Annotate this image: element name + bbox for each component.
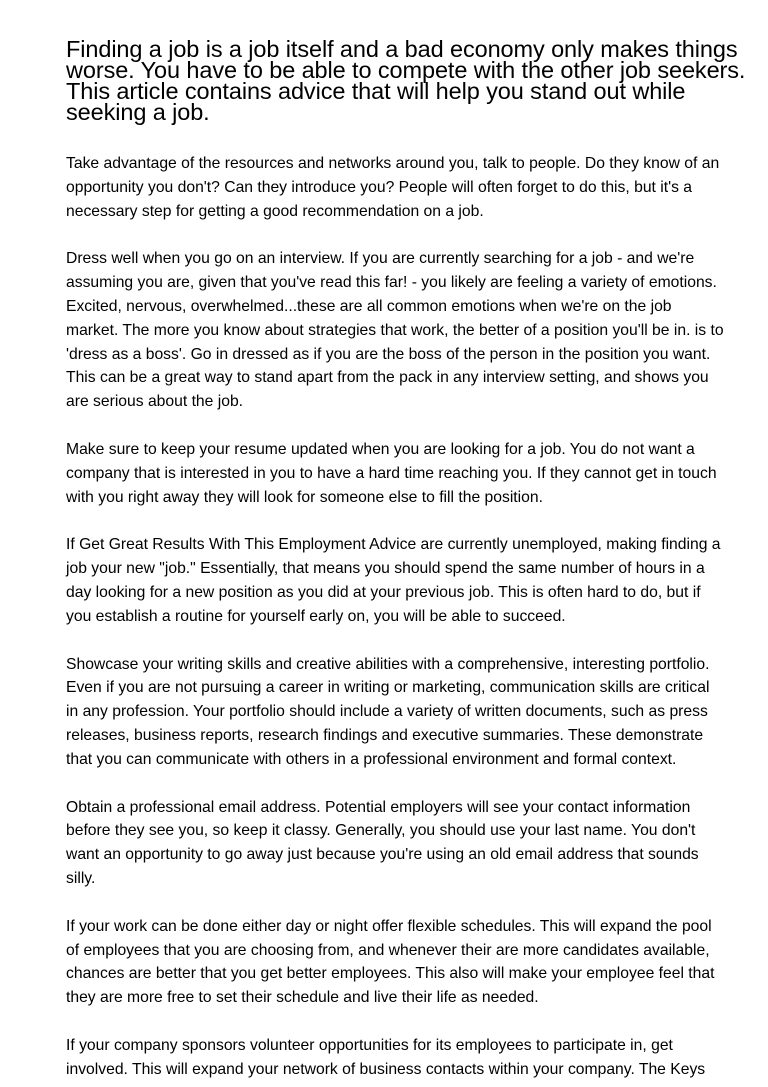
paragraph-flexible-schedules: If your work can be done either day or night offer flexible schedules. This will expand the pool of employees that you are choosing from, and whenever their are more candidates available, chances are better that you get better employees. This also will make your employee feel that they are more free to set their schedule and live their life as needed. xyxy=(66,917,715,1007)
paragraph-portfolio: Showcase your writing skills and creative abilities with a comprehensive, interesting portfolio. Even if you are not pursuing a career in writing or marketing, communication skills are critical in any profession. Your portfolio should include a variety of written documents, such as press releases, business reports, research findings and executive summaries. These demonstrate that you can communicate with others in a professional environment and formal context. xyxy=(66,655,710,768)
paragraph-resources-networks: Take advantage of the resources and networks around you, talk to people. Do they know of an opportunity you don't? Can they introduce you? People will often forget to do this, but it's a necessary step for getting a good recommendation on a job. xyxy=(66,155,720,220)
document-title: Finding a job is a job itself and a bad economy only makes things worse. You have to be able to compete with the other job seekers. This article contains advice that will help you stand out while seeking a job. xyxy=(66,36,746,125)
paragraph-unemployed-routine: If Get Great Results With This Employment Advice are currently unemployed, making finding a job your new "job." Essentially, that means you should spend the same number of hours in a day looking for a new position as you did at your previous job. This is often hard to do, but if you establish a routine for yourself early on, you will be able to succeed. xyxy=(66,536,721,625)
paragraph-volunteer: If your company sponsors volunteer opportunities for its employees to participate in, get involved. This will expand your network of business contacts within your company. The Keys xyxy=(66,1036,706,1078)
document-body xyxy=(66,152,726,1082)
paragraph-dress-well: Dress well when you go on an interview. If you are currently searching for a job - and we're assuming you are, given that you've read this far! - you likely are feeling a variety of emotions. Excited, nervous, overwhelmed...these are all common emotions when we're on the job market. The more you know about strategies that work, the better of a position you'll be in. is to 'dress as a boss'. Go in dressed as if you are the boss of the person in the position you want. This can be a great way to stand apart from the pack in any interview setting, and shows you are serious about the job. xyxy=(66,250,724,411)
paragraph-email-address: Obtain a professional email address. Potential employers will see your contact information before they see you, so keep it classy. Generally, you should use your last name. You don't want an opportunity to go away just because you're using an old email address that sounds silly. xyxy=(66,798,699,887)
paragraph-resume-updated: Make sure to keep your resume updated when you are looking for a job. You do not want a company that is interested in you to have a hard time reaching you. If they cannot get in touch with you right away they will look for someone else to fill the position. xyxy=(66,440,717,506)
